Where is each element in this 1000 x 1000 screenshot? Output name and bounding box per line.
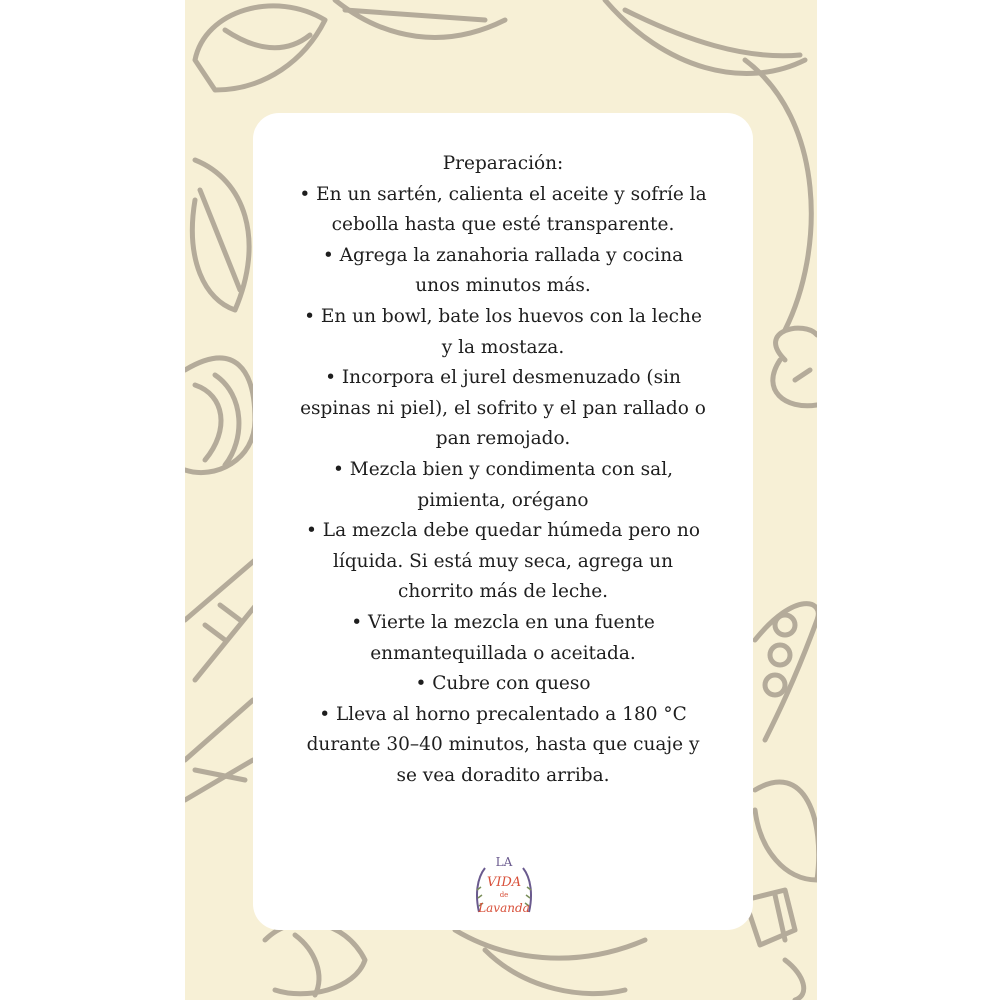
logo-text-de: de bbox=[499, 891, 509, 899]
logo-text-la: LA bbox=[495, 855, 513, 869]
recipe-line: chorrito más de leche. bbox=[397, 581, 609, 603]
logo-text-lavanda: Lavanda bbox=[478, 901, 530, 915]
recipe-card bbox=[253, 113, 753, 930]
recipe-line: pimienta, orégano bbox=[417, 489, 589, 511]
recipe-line: • Cubre con queso bbox=[415, 673, 591, 695]
preparation-text bbox=[253, 149, 753, 791]
recipe-line: • Incorpora el jurel desmenuzado (sin bbox=[325, 367, 681, 389]
recipe-line: cebolla hasta que esté transparente. bbox=[331, 214, 675, 236]
recipe-line: • En un bowl, bate los huevos con la leche bbox=[304, 305, 702, 327]
logo-text-vida: VIDA bbox=[486, 875, 522, 890]
recipe-line: • Vierte la mezcla en una fuente bbox=[351, 611, 655, 633]
recipe-line: • En un sartén, calienta el aceite y sofríe la bbox=[299, 183, 707, 205]
recipe-line: y la mostaza. bbox=[441, 336, 565, 358]
recipe-line: se vea doradito arriba. bbox=[396, 764, 610, 786]
recipe-page bbox=[185, 0, 817, 1000]
recipe-line: • Lleva al horno precalentado a 180 °C bbox=[319, 703, 687, 725]
recipe-line: enmantequillada o aceitada. bbox=[370, 642, 636, 664]
recipe-line: espinas ni piel), el sofrito y el pan rallado o bbox=[300, 397, 706, 419]
recipe-line: • Mezcla bien y condimenta con sal, bbox=[333, 458, 673, 480]
recipe-line: • Agrega la zanahoria rallada y cocina bbox=[322, 244, 684, 266]
recipe-line: líquida. Si está muy seca, agrega un bbox=[332, 550, 674, 572]
recipe-line: • La mezcla debe quedar húmeda pero no bbox=[306, 520, 700, 542]
recipe-line: durante 30–40 minutos, hasta que cuaje y bbox=[306, 734, 700, 756]
recipe-line: unos minutos más. bbox=[415, 275, 591, 297]
preparation-heading: Preparación: bbox=[442, 153, 564, 174]
recipe-line: pan remojado. bbox=[435, 428, 571, 450]
la-vida-lavanda-logo bbox=[471, 850, 537, 930]
